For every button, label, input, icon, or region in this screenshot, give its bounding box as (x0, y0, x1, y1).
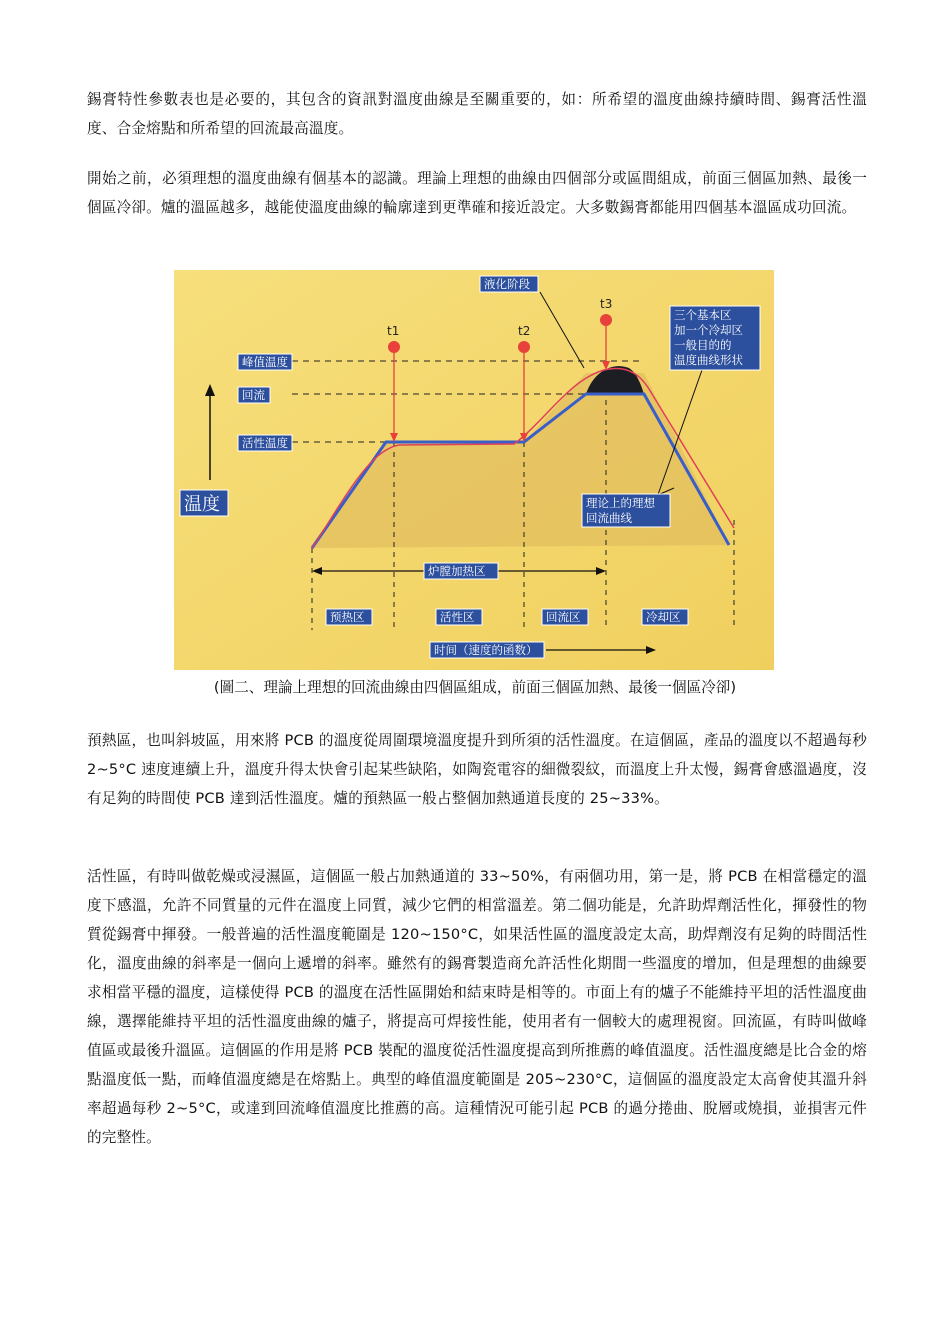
label-t3: t3 (600, 297, 613, 311)
figure-caption: (圖二、理論上理想的回流曲線由四個區組成，前面三個區加熱、最後一個區冷卻) (213, 679, 737, 696)
svg-text:理论上的理想: 理论上的理想 (586, 496, 655, 510)
svg-text:温度曲线形状: 温度曲线形状 (674, 353, 743, 367)
label-active-zone (436, 609, 482, 625)
svg-text:活性温度: 活性温度 (242, 436, 288, 450)
marker-t1 (388, 341, 400, 353)
label-theory-curve (582, 494, 670, 527)
reflow-profile-figure (174, 270, 774, 670)
svg-text:时间（速度的函数）: 时间（速度的函数） (434, 643, 538, 657)
label-t1: t1 (387, 324, 400, 338)
label-liquid-stage (480, 276, 538, 292)
svg-text:三个基本区: 三个基本区 (674, 308, 732, 322)
label-furnace-heating (424, 563, 498, 579)
label-basic-zones-note (670, 306, 760, 370)
svg-text:加一个冷却区: 加一个冷却区 (674, 323, 743, 337)
svg-text:炉膛加热区: 炉膛加热区 (428, 564, 486, 578)
paragraph-paste-parameters: 錫膏特性參數表也是必要的，其包含的資訊對溫度曲線是至關重要的，如：所希望的溫度曲線持續時間、錫膏活性溫度、合金熔點和所希望的回流最高溫度。 (87, 91, 867, 137)
label-t2: t2 (518, 324, 531, 338)
svg-text:预热区: 预热区 (330, 610, 365, 624)
svg-text:峰值温度: 峰值温度 (242, 355, 288, 369)
marker-t3 (600, 314, 612, 326)
svg-text:冷却区: 冷却区 (646, 610, 681, 624)
label-cooling-zone (642, 609, 688, 625)
marker-t2 (518, 341, 530, 353)
paragraph-ideal-curve-intro: 開始之前，必須理想的溫度曲線有個基本的認識。理論上理想的曲線由四個部分或區間組成，前面三個區加熱、最後一個區冷卻。爐的溫區越多，越能使溫度曲線的輪廓達到更準確和接近設定。大多數錫膏都能用四個基本溫區成功回流。 (87, 170, 867, 216)
label-peak-temp (238, 354, 292, 370)
svg-text:回流: 回流 (242, 388, 265, 402)
svg-text:液化阶段: 液化阶段 (484, 277, 530, 291)
label-preheat-zone (326, 609, 372, 625)
label-active-temp (238, 435, 292, 451)
svg-text:回流区: 回流区 (546, 610, 581, 624)
svg-text:活性区: 活性区 (440, 610, 475, 624)
svg-text:温度: 温度 (184, 494, 220, 515)
paragraph-active-zone: 活性區，有時叫做乾燥或浸濕區，這個區一般占加熱通道的 33~50%，有兩個功用，第一是，將 PCB 在相當穩定的溫度下感溫，允許不同質量的元件在溫度上同質，減少它們的相當溫差。第二個功能是，允許助焊劑活性化，揮發性的物質從錫膏中揮發。一般普遍的活性溫度範圍是 120~150°C，如果活性區的溫度設定太高，助焊劑沒有足夠的時間活性化，溫度曲線的斜率是一個向上遞增的斜率。雖然有的錫膏製造商允許活性化期間一些溫度的增加，但是理想的曲線要求相當平穩的溫度，這樣使得 PCB 的溫度在活性區開始和結束時是相等的。市面上有的爐子不能維持平坦的活性溫度曲線，選擇能維持平坦的活性溫度曲線的爐子，將提高可焊接性能，使用者有一個較大的處理視窗。回流區，有時叫做峰值區或最後升溫區。這個區的作用是將 PCB 裝配的溫度從活性溫度提高到所推薦的峰值溫度。活性溫度總是比合金的熔點溫度低一點，而峰值溫度總是在熔點上。典型的峰值溫度範圍是 205~230°C，這個區的溫度設定太高會使其溫升斜率超過每秒 2~5°C，或達到回流峰值溫度比推薦的高。這種情況可能引起 PCB 的過分捲曲、脫層或燒損，並損害元件的完整性。 (87, 868, 867, 1146)
label-reflow-zone (542, 609, 588, 625)
label-reflow (238, 387, 270, 403)
svg-text:一般目的的: 一般目的的 (674, 338, 732, 352)
label-time-axis (430, 642, 544, 658)
svg-text:回流曲线: 回流曲线 (586, 511, 632, 525)
label-temperature (180, 490, 228, 516)
paragraph-preheat-zone: 預熱區，也叫斜坡區，用來將 PCB 的溫度從周圍環境溫度提升到所須的活性溫度。在這個區，產品的溫度以不超過每秒 2~5°C 速度連續上升，溫度升得太快會引起某些缺陷，如陶瓷電容的細微裂紋，而溫度上升太慢，錫膏會感溫過度，沒有足夠的時間使 PCB 達到活性溫度。爐的預熱區一般占整個加熱通道長度的 25~33%。 (87, 732, 867, 807)
